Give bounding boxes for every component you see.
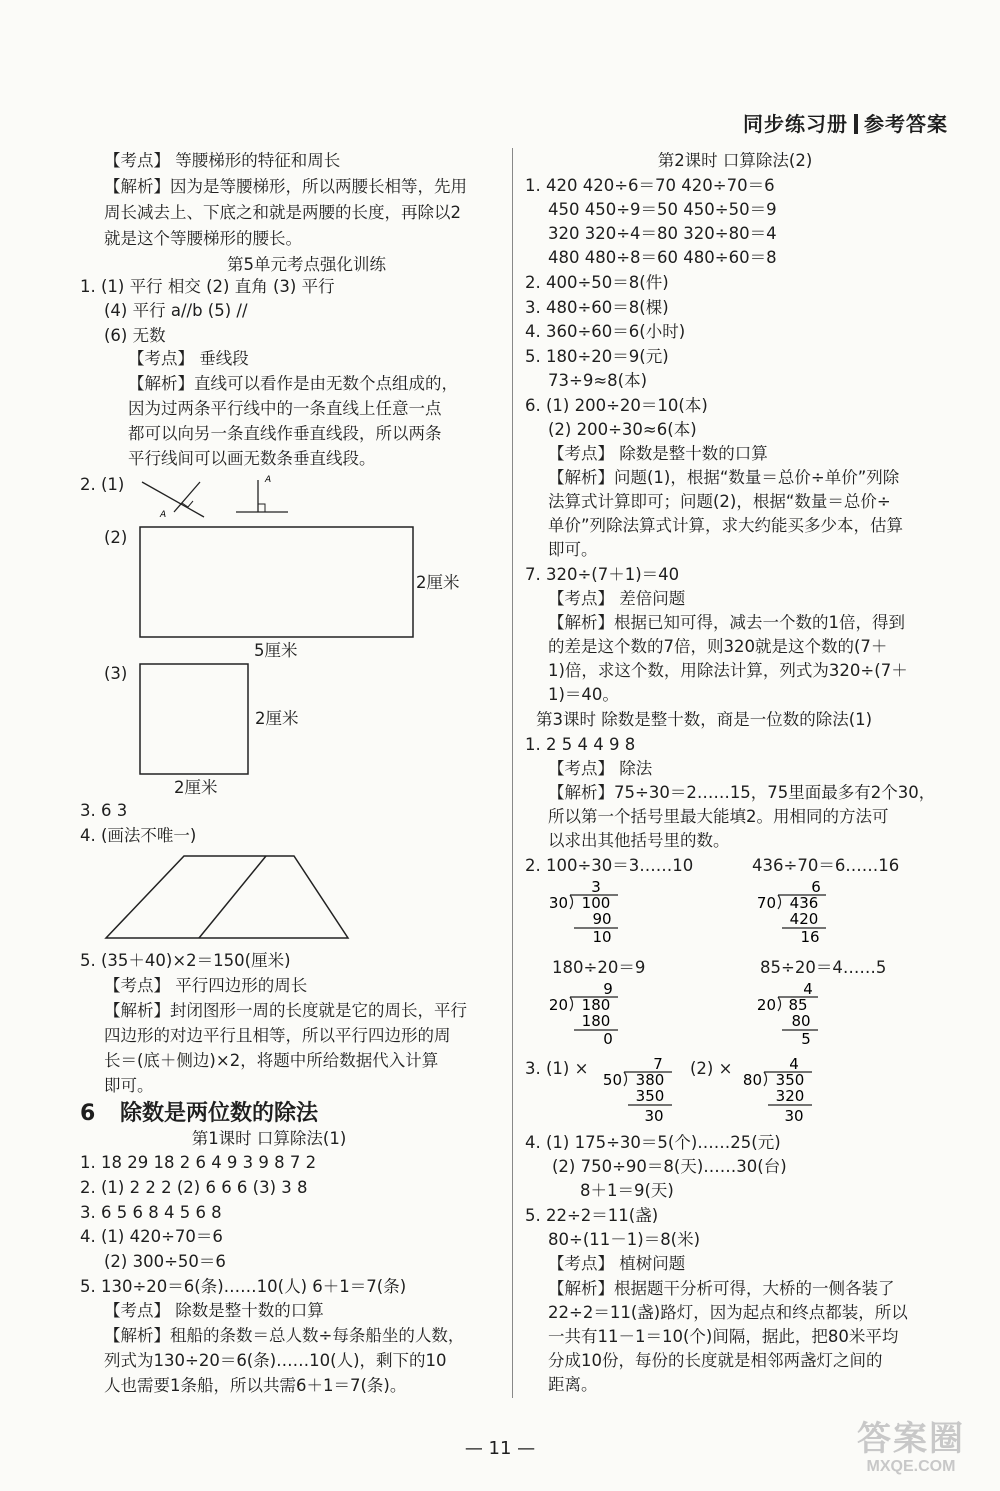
answer-line: 85÷20＝4……5: [760, 958, 887, 977]
answer-line: 180÷20＝9: [552, 958, 646, 977]
header-book-title: 同步练习册: [743, 112, 848, 136]
jiexi-text: 单价”列除法算式计算，求大约能买多少本，估算: [548, 516, 904, 535]
point-a-label: A: [265, 475, 272, 485]
ld-dividend: 100: [581, 894, 611, 912]
answer-line: 450 450÷9＝50 450÷50＝9: [548, 200, 777, 219]
square-width-label: 2厘米: [174, 778, 218, 797]
long-division-380-by-50: [600, 1055, 680, 1135]
answer-line: 7. 320÷(7＋1)＝40: [525, 565, 680, 584]
page-header: [743, 108, 948, 137]
kaodian-text: 【考点】 差倍问题: [548, 589, 686, 608]
ld-product: 320: [775, 1087, 805, 1105]
answer-line: 3. 480÷60＝8(棵): [525, 298, 669, 317]
ld-divisor: 30: [548, 894, 568, 912]
answer-line: 4. (1) 175÷30＝5(个)……25(元): [525, 1133, 781, 1152]
jiexi-text: 长＝(底＋侧边)×2，将题中所给数据代入计算: [104, 1051, 439, 1070]
jiexi-text: 即可。: [104, 1076, 154, 1095]
jiexi-text: 22÷2＝11(盏)路灯，因为起点和终点都装，所以: [548, 1303, 908, 1322]
watermark-logo: [836, 1420, 986, 1482]
ld-quotient: 6: [811, 878, 821, 896]
answer-line: 320 320÷4＝80 320÷80＝4: [548, 224, 777, 243]
jiexi-text: 【解析】75÷30＝2……15，75里面最多有2个30，: [548, 783, 936, 802]
kaodian-text: 【考点】 植树问题: [548, 1254, 686, 1273]
lesson-title: 第1课时 口算除法(1): [191, 1129, 347, 1148]
ld-remainder: 0: [603, 1030, 613, 1048]
lesson-title: 第3课时 除数是整十数，商是一位数的除法(1): [536, 710, 873, 729]
watermark-url: MXQE.COM: [866, 1458, 956, 1475]
kaodian-text: 【考点】 垂线段: [128, 349, 249, 368]
ld-divisor: 20: [548, 996, 568, 1014]
section-number: 6: [80, 1101, 96, 1126]
long-division-350-by-80: [740, 1055, 820, 1135]
jiexi-text: 都可以向另一条直线作垂直线段，所以两条: [128, 424, 442, 443]
ld-product: 350: [635, 1087, 665, 1105]
unit-title: 第5单元考点强化训练: [227, 255, 386, 274]
ld-remainder: 10: [592, 928, 612, 946]
header-section: 参考答案: [864, 112, 948, 136]
answer-line: 4. (画法不唯一): [80, 826, 197, 845]
answer-line: 3. 6 5 6 8 4 5 6 8: [80, 1203, 222, 1222]
ld-quotient: 3: [591, 878, 601, 896]
answer-line: 5. 180÷20＝9(元): [525, 347, 669, 366]
perpendicular-figures: [138, 472, 298, 532]
jiexi-text: 分成10份，每份的长度就是相邻两盏灯之间的: [548, 1351, 883, 1370]
jiexi-text: 所以第一个括号里最大能填2。用相同的方法可: [548, 807, 889, 826]
answer-line: 1. 18 29 18 2 6 4 9 3 9 8 7 2: [80, 1153, 317, 1172]
jiexi-text: 【解析】根据题干分析可得，大桥的一侧各装了: [548, 1279, 895, 1298]
ld-remainder: 30: [784, 1107, 804, 1125]
jiexi-text: 【解析】因为是等腰梯形，所以两腰长相等，先用: [104, 177, 467, 196]
long-division-436-by-70: [756, 878, 836, 946]
ld-divisor: 20: [756, 996, 776, 1014]
answer-line: (2) 300÷50＝6: [104, 1252, 226, 1271]
question-label: (3): [104, 664, 128, 683]
answer-line: 1. 420 420÷6＝70 420÷70＝6: [525, 176, 775, 195]
jiexi-text: 以求出其他括号里的数。: [548, 831, 730, 850]
answer-line: 1. (1) 平行 相交 (2) 直角 (3) 平行: [80, 277, 335, 296]
rectangle-figure: [138, 525, 478, 665]
lesson-title: 第2课时 口算除法(2): [657, 151, 813, 170]
answer-line: 1. 2 5 4 4 9 8: [525, 735, 636, 754]
jiexi-text: 一共有11－1＝10(个)间隔，据此，把80米平均: [548, 1327, 899, 1346]
jiexi-text: 【解析】根据已知可得，减去一个数的1倍，得到: [548, 613, 905, 632]
page-number: — 11 —: [464, 1438, 536, 1459]
watermark-text: 答案圈: [857, 1419, 965, 1459]
answer-line: (6) 无数: [104, 326, 166, 345]
ld-dividend: 85: [788, 996, 808, 1014]
jiexi-text: 法算式计算即可；问题(2)，根据“数量＝总价÷: [548, 492, 891, 511]
trapezoid-figure: [104, 850, 364, 944]
kaodian-text: 【考点】 除法: [548, 759, 653, 778]
ld-divisor: 80: [742, 1071, 762, 1089]
answer-line: (2) 200÷30≈6(本): [548, 420, 697, 439]
answer-line: 4. (1) 420÷70＝6: [80, 1227, 223, 1246]
jiexi-text: 因为过两条平行线中的一条直线上任意一点: [128, 399, 442, 418]
long-division-180-by-20: [548, 980, 628, 1048]
ld-remainder: 5: [801, 1030, 811, 1048]
section-name: 除数是两位数的除法: [120, 1101, 319, 1126]
ld-divisor: 50: [602, 1071, 622, 1089]
answer-line: 80÷(11－1)＝8(米): [548, 1230, 701, 1249]
rect-width-label: 5厘米: [254, 641, 298, 660]
jiexi-text: 平行线间可以画无数条垂直线段。: [128, 449, 376, 468]
kaodian-text: 【考点】 除数是整十数的口算: [104, 1301, 324, 1320]
answer-line: 5. 130÷20＝6(条)……10(人) 6＋1＝7(条): [80, 1277, 407, 1296]
jiexi-text: 1)倍，求这个数，用除法计算，列式为320÷(7＋: [548, 661, 908, 680]
ld-quotient: 4: [789, 1055, 799, 1073]
jiexi-text: 周长减去上、下底之和就是两腰的长度，再除以2: [104, 203, 461, 222]
answer-line: (4) 平行 a//b (5) //: [104, 301, 248, 320]
jiexi-text: 人也需要1条船，所以共需6＋1＝7(条)。: [104, 1376, 407, 1395]
ld-quotient: 9: [603, 980, 613, 998]
jiexi-text: 【解析】直线可以看作是由无数个点组成的，: [128, 374, 458, 393]
ld-quotient: 4: [803, 980, 813, 998]
answer-line: 6. (1) 200÷20＝10(本): [525, 396, 708, 415]
ld-dividend: 380: [635, 1071, 665, 1089]
kaodian-text: 【考点】 平行四边形的周长: [104, 976, 308, 995]
rect-height-label: 2厘米: [416, 573, 460, 592]
ld-product: 90: [592, 910, 612, 928]
answer-line: 2. (1) 2 2 2 (2) 6 6 6 (3) 3 8: [80, 1178, 308, 1197]
ld-dividend: 350: [775, 1071, 805, 1089]
ld-product: 80: [791, 1012, 811, 1030]
jiexi-text: 距离。: [548, 1375, 598, 1394]
ld-dividend: 436: [789, 894, 819, 912]
jiexi-text: 就是这个等腰梯形的腰长。: [104, 229, 302, 248]
header-separator: [854, 114, 858, 134]
ld-product: 420: [789, 910, 819, 928]
question-label: 2. (1): [80, 475, 125, 494]
long-division-100-by-30: [548, 878, 628, 946]
answer-line: 4. 360÷60＝6(小时): [525, 322, 686, 341]
answer-line: 2. 100÷30＝3……10: [525, 856, 694, 875]
long-division-85-by-20: [756, 980, 836, 1048]
answer-line: 73÷9≈8(本): [548, 371, 648, 390]
answer-line: 2. 400÷50＝8(件): [525, 273, 669, 292]
answer-line: 3. (1) ×: [525, 1059, 589, 1078]
ld-divisor: 70: [756, 894, 776, 912]
kaodian-text: 【考点】 等腰梯形的特征和周长: [104, 151, 341, 170]
answer-line: 8＋1＝9(天): [580, 1181, 674, 1200]
point-a-label: A: [160, 510, 167, 520]
ld-product: 180: [581, 1012, 611, 1030]
ld-remainder: 30: [644, 1107, 664, 1125]
question-label: (2): [104, 528, 128, 547]
jiexi-text: 【解析】问题(1)，根据“数量＝总价÷单价”列除: [548, 468, 900, 487]
answer-line: 436÷70＝6……16: [752, 856, 900, 875]
answer-line: 3. 6 3: [80, 801, 128, 820]
jiexi-text: 列式为130÷20＝6(条)……10(人)，剩下的10: [104, 1351, 447, 1370]
ld-quotient: 7: [653, 1055, 663, 1073]
ld-dividend: 180: [581, 996, 611, 1014]
answer-line: (2) ×: [690, 1059, 733, 1078]
answer-line: 5. (35＋40)×2＝150(厘米): [80, 951, 291, 970]
answer-line: 480 480÷8＝60 480÷60＝8: [548, 248, 777, 267]
jiexi-text: 即可。: [548, 540, 598, 559]
jiexi-text: 【解析】租船的条数＝总人数÷每条船坐的人数，: [104, 1326, 465, 1345]
jiexi-text: 1)＝40。: [548, 685, 619, 704]
jiexi-text: 四边形的对边平行且相等，所以平行四边形的周: [104, 1026, 451, 1045]
kaodian-text: 【考点】 除数是整十数的口算: [548, 444, 768, 463]
column-divider: [512, 148, 513, 1398]
answer-line: (2) 750÷90＝8(天)……30(台): [552, 1157, 787, 1176]
answer-line: 5. 22÷2＝11(盏): [525, 1206, 659, 1225]
jiexi-text: 的差是这个数的7倍，则320就是这个数的(7＋: [548, 637, 888, 656]
section-title: [80, 1096, 318, 1127]
ld-remainder: 16: [800, 928, 820, 946]
square-figure: [138, 662, 258, 780]
square-height-label: 2厘米: [255, 709, 299, 728]
jiexi-text: 【解析】封闭图形一周的长度就是它的周长，平行: [104, 1001, 467, 1020]
